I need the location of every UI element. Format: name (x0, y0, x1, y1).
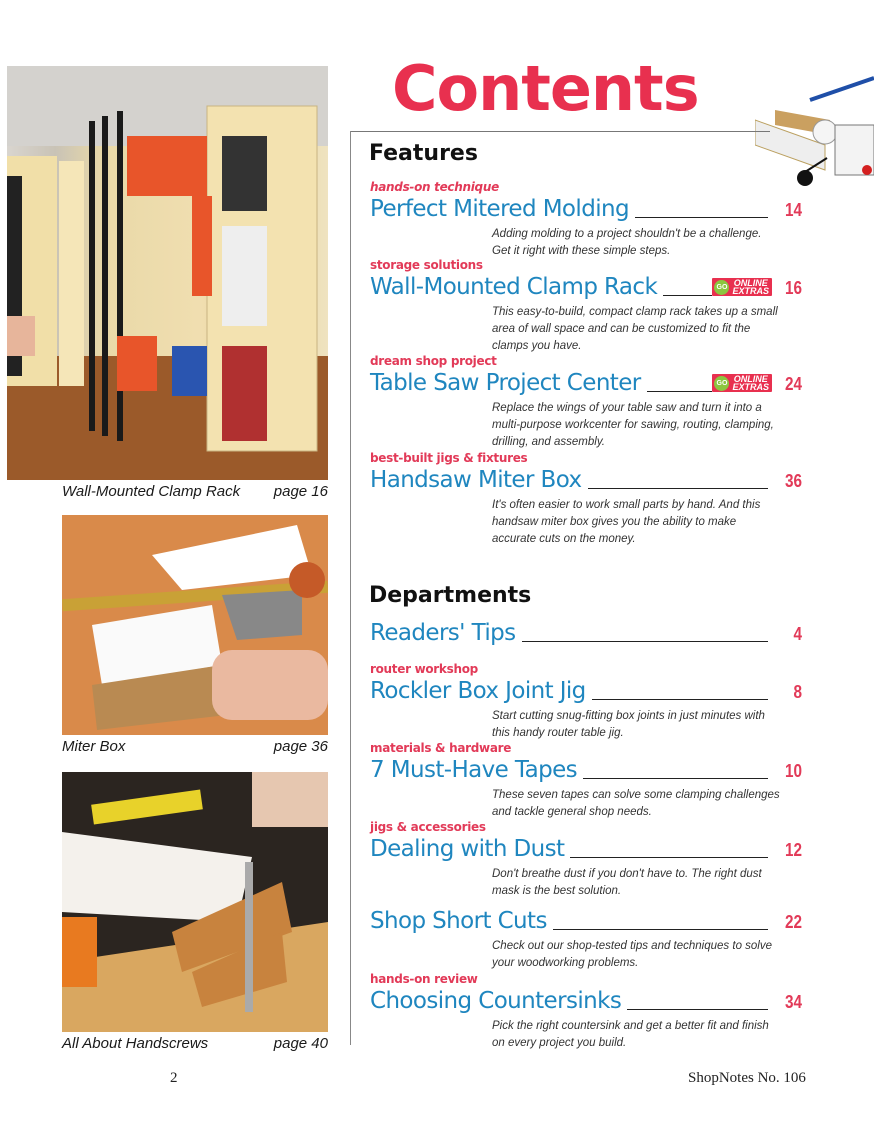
leader-line (553, 929, 768, 930)
entry-title[interactable]: Choosing Countersinks (370, 988, 622, 1014)
departments-heading: Departments (369, 583, 532, 608)
photo-clamp-rack (7, 66, 328, 480)
entry-title[interactable]: Perfect Mitered Molding (370, 196, 629, 222)
badge-line1: ONLINE (733, 374, 768, 384)
departments-side-rule (350, 565, 351, 1045)
header-rule (350, 131, 770, 132)
toc-entry[interactable] (370, 451, 802, 548)
leader-line (647, 391, 713, 392)
caption-title: All About Handscrews (62, 1035, 209, 1052)
entry-kicker: hands-on technique (370, 180, 499, 194)
toc-entry[interactable] (370, 662, 802, 742)
entry-kicker: hands-on review (370, 972, 478, 986)
folio-page-number: 2 (170, 1070, 178, 1086)
photo-miter-box (62, 515, 328, 735)
badge-line2: EXTRAS (732, 382, 769, 392)
entry-kicker: jigs & accessories (370, 820, 486, 834)
entry-title[interactable]: Wall-Mounted Clamp Rack (370, 274, 658, 300)
entry-description: This easy-to-build, compact clamp rack takes up a small area of wall space and can be customized to fit the clamps you have. (492, 306, 778, 352)
toc-entry[interactable] (370, 180, 802, 260)
entry-kicker: best-built jigs & fixtures (370, 451, 528, 465)
entry-page-number[interactable]: 12 (784, 840, 802, 860)
toc-entry[interactable] (370, 618, 802, 646)
entry-description: Pick the right countersink and get a better fit and finish on every project you build. (492, 1020, 769, 1049)
entry-kicker: dream shop project (370, 354, 497, 368)
entry-description: These seven tapes can solve some clamping challenges and tackle general shop needs. (492, 789, 780, 818)
entry-description: Start cutting snug-fitting box joints in just minutes with this handy router table jig. (492, 710, 765, 739)
page-title: Contents (392, 52, 699, 125)
online-extras-badge[interactable] (712, 374, 772, 392)
go-icon: GO (714, 280, 729, 295)
badge-line1: ONLINE (733, 278, 768, 288)
caption-handscrews (62, 1035, 328, 1052)
entry-kicker: router workshop (370, 662, 478, 676)
caption-page: page 16 (273, 483, 328, 500)
vise-illustration (755, 60, 874, 190)
entry-title[interactable]: 7 Must-Have Tapes (370, 757, 577, 783)
entry-title[interactable]: Handsaw Miter Box (370, 467, 582, 493)
caption-page: page 36 (273, 738, 328, 755)
go-icon: GO (714, 376, 729, 391)
badge-line2: EXTRAS (732, 286, 769, 296)
entry-title[interactable]: Readers' Tips (370, 620, 516, 646)
entry-description: It's often easier to work small parts by hand. And this handsaw miter box gives you the ability to make accurate cuts on the money. (492, 499, 761, 545)
entry-title[interactable]: Rockler Box Joint Jig (370, 678, 586, 704)
entry-kicker: storage solutions (370, 258, 483, 272)
entry-page-number[interactable]: 22 (784, 912, 802, 932)
entry-description: Don't breathe dust if you don't have to. The right dust mask is the best solution. (492, 868, 762, 897)
toc-entry[interactable] (370, 906, 802, 972)
leader-line (627, 1009, 768, 1010)
entry-page-number[interactable]: 16 (784, 278, 802, 298)
toc-entry[interactable] (370, 354, 802, 451)
entry-title[interactable]: Table Saw Project Center (370, 370, 641, 396)
leader-line (588, 488, 769, 489)
toc-entry[interactable] (370, 972, 802, 1052)
caption-title: Miter Box (62, 738, 126, 755)
entry-page-number[interactable]: 8 (793, 682, 802, 702)
toc-entry[interactable] (370, 820, 802, 900)
leader-line (522, 641, 768, 642)
caption-clamp-rack (62, 483, 328, 500)
toc-entry[interactable] (370, 741, 802, 821)
entry-title[interactable]: Shop Short Cuts (370, 908, 547, 934)
features-heading: Features (369, 141, 478, 166)
leader-line (592, 699, 768, 700)
caption-title: Wall-Mounted Clamp Rack (62, 483, 241, 500)
photo-handscrews (62, 772, 328, 1032)
entry-description: Adding molding to a project shouldn't be a challenge. Get it right with these simple steps. (492, 228, 762, 257)
leader-line (635, 217, 768, 218)
leader-line (570, 857, 768, 858)
entry-page-number[interactable]: 10 (784, 761, 802, 781)
entry-page-number[interactable]: 36 (784, 471, 802, 491)
leader-line (663, 295, 712, 296)
leader-line (583, 778, 768, 779)
caption-miter-box (62, 738, 328, 755)
issue-label: ShopNotes No. 106 (688, 1070, 806, 1086)
toc-entry[interactable] (370, 258, 802, 355)
entry-page-number[interactable]: 24 (784, 374, 802, 394)
entry-description: Replace the wings of your table saw and turn it into a multi-purpose workcenter for sawing, routing, clamping, drilling, and assembly. (492, 402, 774, 448)
online-extras-badge[interactable] (712, 278, 772, 296)
entry-title[interactable]: Dealing with Dust (370, 836, 565, 862)
caption-page: page 40 (273, 1035, 328, 1052)
entry-page-number[interactable]: 4 (793, 624, 802, 644)
entry-page-number[interactable]: 34 (784, 992, 802, 1012)
entry-kicker: materials & hardware (370, 741, 512, 755)
entry-description: Check out our shop-tested tips and techniques to solve your woodworking problems. (492, 940, 773, 969)
features-side-rule (350, 131, 351, 571)
entry-page-number[interactable]: 14 (784, 200, 802, 220)
